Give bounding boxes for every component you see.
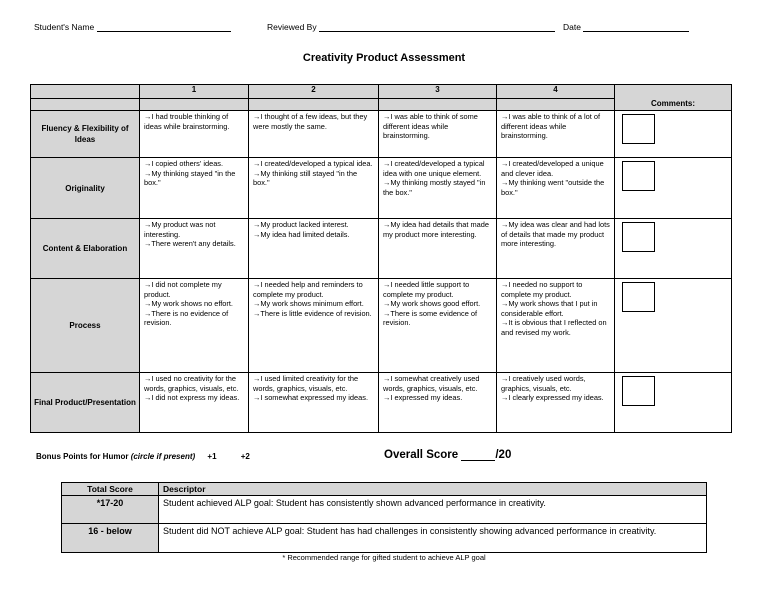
criterion-fluency: Fluency & Flexibility of Ideas	[31, 111, 140, 158]
criterion-originality: Originality	[31, 158, 140, 219]
level-3-header: 3	[379, 85, 497, 99]
criterion-process: Process	[31, 279, 140, 373]
descriptor-line: →I was able to think of some different ideas while brainstorming.	[383, 112, 478, 141]
comment-cell	[615, 373, 732, 433]
descriptor-line: →There weren't any details.	[144, 239, 236, 249]
comment-box[interactable]	[622, 114, 655, 144]
descriptor-line: →There is no evidence of revision.	[144, 308, 229, 328]
descriptor-line: →I clearly expressed my ideas.	[501, 393, 604, 403]
descriptor-line: →My thinking went "outside the box."	[501, 178, 605, 197]
rubric-cell	[249, 373, 379, 433]
comment-box[interactable]	[622, 222, 655, 252]
rubric-cell	[497, 279, 615, 373]
comment-cell	[615, 111, 732, 158]
spacer-cell	[379, 98, 497, 110]
reviewed-by-label: Reviewed By	[267, 22, 317, 32]
rubric-cell	[140, 158, 249, 219]
comment-box[interactable]	[622, 282, 655, 312]
descriptor-line: →I copied others' ideas.	[144, 159, 224, 168]
comment-cell	[615, 279, 732, 373]
spacer-cell	[497, 98, 615, 110]
rubric-cell	[379, 279, 497, 373]
rubric-cell	[140, 279, 249, 373]
descriptor-line: →My product was not interesting.	[144, 220, 216, 239]
spacer-cell	[249, 98, 379, 110]
rubric-table	[30, 84, 732, 433]
comment-cell	[615, 158, 732, 219]
descriptor-line: →There is little evidence of revision.	[253, 308, 372, 318]
descriptor-line: →I thought of a few ideas, but they were mostly the same.	[253, 112, 368, 131]
descriptor-line: →My work shows no effort.	[144, 299, 233, 309]
rubric-cell	[497, 373, 615, 433]
descriptor-line: →I needed help and reminders to complete my product.	[253, 280, 363, 299]
rubric-header-row	[31, 85, 732, 99]
descriptor-line: →I somewhat creatively used words, graphics, visuals, etc.	[383, 374, 480, 393]
score-descriptor: Student achieved ALP goal: Student has consistently shown advanced performance in creativity.	[159, 496, 707, 524]
comment-box[interactable]	[622, 161, 655, 191]
score-table	[61, 482, 707, 553]
spacer-cell	[31, 98, 140, 110]
reviewed-by-line[interactable]	[319, 22, 555, 32]
overall-score-suffix: /20	[495, 449, 512, 461]
rubric-cell	[379, 111, 497, 158]
descriptor-line: →I did not express my ideas.	[144, 393, 240, 403]
descriptor-line: →My idea had details that made my product more interesting.	[383, 220, 489, 239]
descriptor-line: →My work shows minimum effort.	[253, 299, 364, 309]
comment-cell	[615, 219, 732, 279]
descriptor-line: →I used limited creativity for the words, graphics, visuals, etc.	[253, 374, 359, 393]
descriptor-line: →There is some evidence of revision.	[383, 308, 478, 328]
descriptor-line: →I used no creativity for the words, graphics, visuals, etc.	[144, 374, 239, 393]
date-label: Date	[563, 22, 581, 32]
score-row	[62, 524, 707, 553]
score-range: 16 - below	[62, 524, 159, 553]
bonus-points	[36, 452, 250, 461]
bonus-label: Bonus Points for Humor	[36, 452, 129, 461]
descriptor-line: →I somewhat expressed my ideas.	[253, 393, 369, 403]
bonus-option-1[interactable]: +1	[207, 452, 217, 461]
descriptor-line: →I created/developed a typical idea.	[253, 159, 373, 168]
rubric-row	[31, 158, 732, 219]
level-4-header: 4	[497, 85, 615, 99]
descriptor-line: →My product lacked interest.	[253, 220, 349, 229]
descriptor-line: →I did not complete my product.	[144, 280, 222, 299]
descriptor-line: →My thinking mostly stayed "in the box."	[383, 178, 486, 197]
descriptor-line: →My thinking stayed "in the box."	[144, 168, 236, 188]
descriptor-line: →I had trouble thinking of ideas while brainstorming.	[144, 112, 230, 131]
level-1-header: 1	[140, 85, 249, 99]
overall-score-blank[interactable]	[461, 450, 495, 461]
rubric-cell	[249, 111, 379, 158]
rubric-cell	[497, 219, 615, 279]
descriptor-line: →I needed little support to complete my product.	[383, 280, 470, 299]
bonus-hint: (circle if present)	[130, 452, 196, 461]
rubric-row	[31, 111, 732, 158]
descriptor-line: →I created/developed a typical idea with one unique element.	[383, 159, 485, 178]
overall-score	[384, 449, 511, 461]
criterion-content-elaboration: Content & Elaboration	[31, 219, 140, 279]
descriptor-line: →It is obvious that I reflected on and revised my work.	[501, 318, 607, 337]
rubric-cell	[140, 219, 249, 279]
descriptor-header: Descriptor	[159, 483, 707, 496]
descriptor-line: →My thinking still stayed "in the box."	[253, 168, 358, 188]
rubric-row	[31, 373, 732, 433]
rubric-corner-cell	[31, 85, 140, 99]
rubric-cell	[497, 111, 615, 158]
rubric-cell	[497, 158, 615, 219]
comments-header: Comments:	[615, 85, 732, 111]
descriptor-line: →I creatively used words, graphics, visuals, etc.	[501, 374, 586, 393]
descriptor-line: →My work shows good effort.	[383, 299, 481, 309]
reviewed-by-field[interactable]	[267, 22, 555, 32]
descriptor-line: →I needed no support to complete my product.	[501, 280, 583, 299]
rubric-cell	[249, 219, 379, 279]
rubric-cell	[249, 158, 379, 219]
student-name-label: Student's Name	[34, 22, 95, 32]
footnote: * Recommended range for gifted student to achieve ALP goal	[282, 553, 486, 562]
overall-score-label: Overall Score	[384, 449, 459, 461]
student-name-line[interactable]	[97, 22, 231, 32]
comment-box[interactable]	[622, 376, 655, 406]
page-title: Creativity Product Assessment	[302, 52, 466, 64]
date-line[interactable]	[583, 22, 689, 32]
rubric-cell	[140, 111, 249, 158]
rubric-cell	[379, 219, 497, 279]
score-table-header	[62, 483, 707, 496]
score-descriptor: Student did NOT achieve ALP goal: Student has had challenges in consistently showing advanced performance in creativity.	[159, 524, 707, 553]
criterion-final-product: Final Product/Presentation	[31, 373, 140, 433]
descriptor-line: →My idea had limited details.	[253, 229, 350, 239]
descriptor-line: →My work shows that I put in considerable effort.	[501, 299, 598, 318]
student-name-field[interactable]	[34, 22, 231, 32]
rubric-row	[31, 279, 732, 373]
date-field[interactable]	[563, 22, 689, 32]
rubric-cell	[249, 279, 379, 373]
rubric-cell	[140, 373, 249, 433]
score-row	[62, 496, 707, 524]
descriptor-line: →I created/developed a unique and clever idea.	[501, 159, 604, 178]
bonus-option-2[interactable]: +2	[240, 452, 250, 461]
rubric-cell	[379, 158, 497, 219]
descriptor-line: →My idea was clear and had lots of details that made my product more interesting.	[501, 220, 610, 249]
score-range: *17-20	[62, 496, 159, 524]
spacer-cell	[140, 98, 249, 110]
rubric-cell	[379, 373, 497, 433]
descriptor-line: →I was able to think of a lot of different ideas while brainstorming.	[501, 112, 601, 141]
descriptor-line: →I expressed my ideas.	[383, 393, 463, 403]
rubric-row	[31, 219, 732, 279]
level-2-header: 2	[249, 85, 379, 99]
total-score-header: Total Score	[62, 483, 159, 496]
